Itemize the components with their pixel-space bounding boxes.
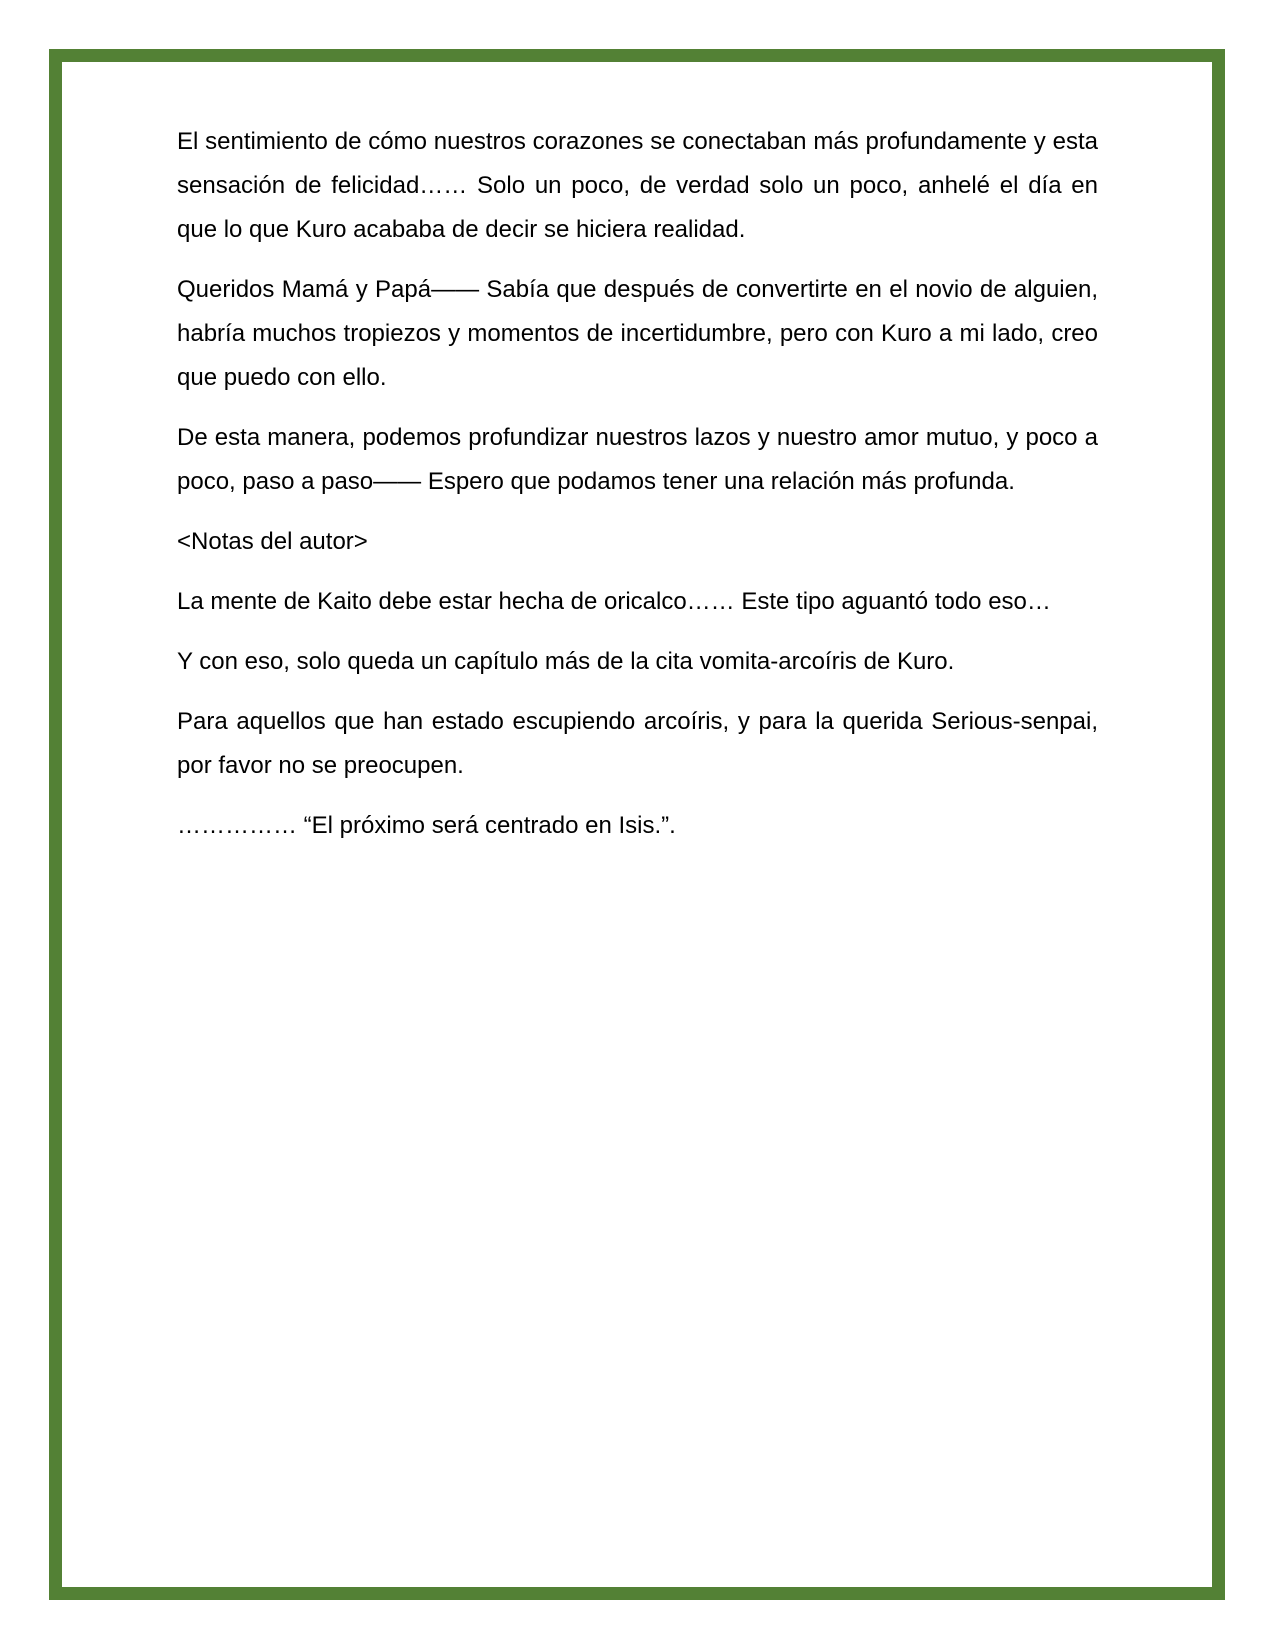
paragraph: …………… “El próximo será centrado en Isis.”. — [177, 812, 676, 839]
paragraph: El sentimiento de cómo nuestros corazones se conectaban más profundamente y esta sensación de felicidad…… Solo un poco, de verdad solo un poco, anhelé el día en que lo que Kuro acababa de decir se hiciera realidad. — [177, 128, 1098, 243]
document-body — [177, 120, 1098, 864]
paragraph: De esta manera, podemos profundizar nuestros lazos y nuestro amor mutuo, y poco a poco, paso a paso—— Espero que podamos tener una relación más profunda. — [177, 424, 1098, 495]
paragraph: Para aquellos que han estado escupiendo arcoíris, y para la querida Serious-senpai, por favor no se preocupen. — [177, 708, 1098, 779]
paragraph: Queridos Mamá y Papá—— Sabía que después de convertirte en el novio de alguien, habría muchos tropiezos y momentos de incertidumbre, pero con Kuro a mi lado, creo que puedo con ello. — [177, 276, 1098, 391]
paragraph: Y con eso, solo queda un capítulo más de la cita vomita-arcoíris de Kuro. — [177, 648, 955, 675]
author-notes-heading: <Notas del autor> — [177, 528, 368, 555]
paragraph: La mente de Kaito debe estar hecha de oricalco…… Este tipo aguantó todo eso… — [177, 588, 1051, 615]
